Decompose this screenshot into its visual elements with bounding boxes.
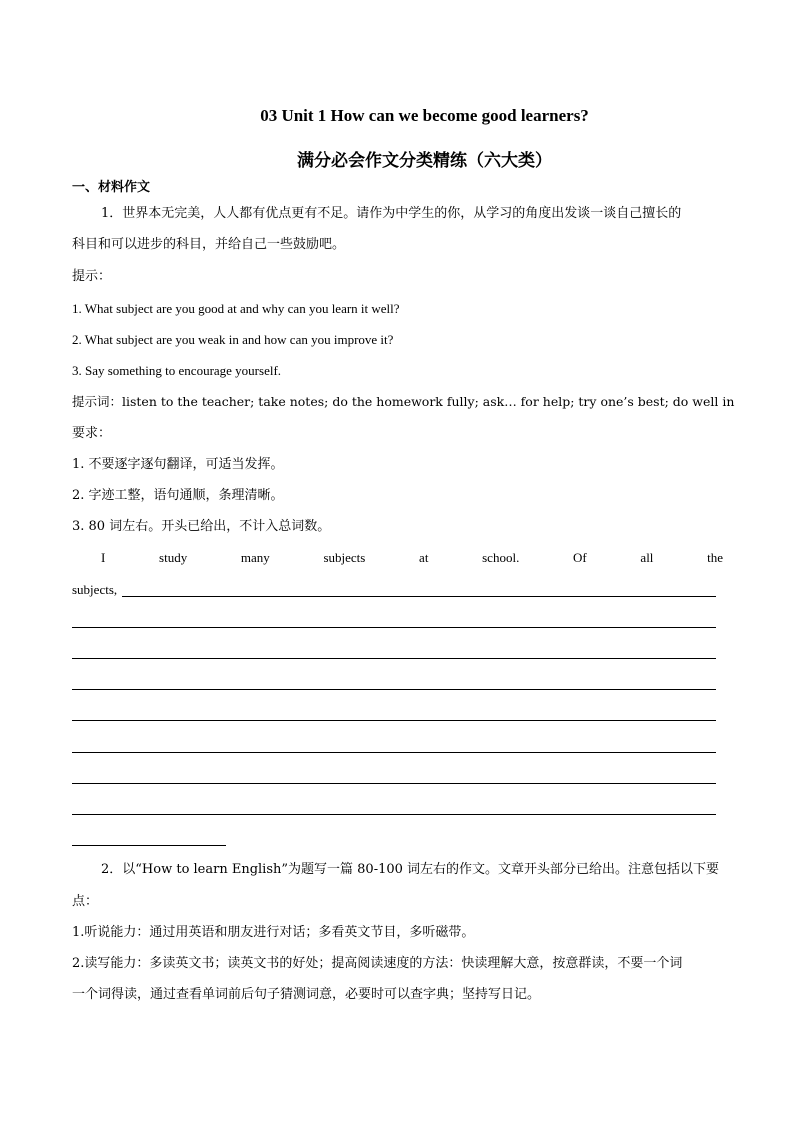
q1-requirements-label: 要求： [72, 426, 112, 441]
q1-keywords: 提示词：listen to the teacher; take notes; do the homework fully; ask… for help; try one’s best; do well in [72, 394, 735, 409]
q1-hint-1: 1. What subject are you good at and why can you learn it well? [72, 301, 400, 316]
opening-word: subjects [323, 550, 366, 565]
q2-prompt-line2: 点： [72, 894, 99, 909]
writing-line[interactable] [72, 752, 716, 753]
q1-hint-2: 2. What subject are you weak in and how can you improve it? [72, 332, 394, 347]
q2-point-2-cont: 一个词得读，通过查看单词前后句子猜测词意，必要时可以查字典；坚持写日记。 [72, 987, 541, 1002]
writing-line[interactable] [72, 783, 716, 784]
q1-opening-line2: subjects, [72, 582, 118, 597]
q1-opening-sentence [101, 550, 723, 566]
section-heading: 一、材料作文 [72, 180, 151, 195]
writing-line[interactable] [72, 720, 716, 721]
opening-word: school. [482, 550, 520, 565]
q1-prompt-line1: 1．世界本无完美，人人都有优点更有不足。请作为中学生的你，从学习的角度出发谈一谈自己擅长的 [101, 206, 682, 221]
q2-prompt-line1: 2．以“How to learn English”为题写一篇 80-100 词左右的作文。文章开头部分已给出。注意包括以下要 [101, 862, 720, 877]
opening-word: study [159, 550, 188, 565]
writing-line[interactable] [72, 658, 716, 659]
writing-line[interactable] [72, 689, 716, 690]
document-title-english: 03 Unit 1 How can we become good learners? [260, 106, 589, 125]
writing-line[interactable] [72, 814, 716, 815]
q2-point-2: 2.读写能力：多读英文书；读英文书的好处；提高阅读速度的方法：快读理解大意，按意群读，不要一个词 [72, 956, 683, 971]
q1-requirement-3: 3. 80 词左右。开头已给出，不计入总词数。 [72, 519, 331, 534]
q1-requirement-1: 1. 不要逐字逐句翻译，可适当发挥。 [72, 457, 284, 472]
q2-point-1: 1.听说能力：通过用英语和朋友进行对话；多看英文节目，多听磁带。 [72, 925, 475, 940]
writing-line[interactable] [122, 596, 716, 597]
q1-hints-label: 提示： [72, 269, 112, 284]
opening-word: at [419, 550, 429, 565]
writing-line[interactable] [72, 845, 226, 846]
writing-line[interactable] [72, 627, 716, 628]
opening-word: I [101, 550, 106, 565]
q1-prompt-line2: 科目和可以进步的科目，并给自己一些鼓励吧。 [72, 237, 346, 252]
opening-word: all [640, 550, 654, 565]
q1-hint-3: 3. Say something to encourage yourself. [72, 363, 282, 378]
q1-requirement-2: 2. 字迹工整，语句通顺，条理清晰。 [72, 488, 284, 503]
opening-word: Of [573, 550, 587, 565]
opening-word: many [240, 550, 270, 565]
opening-word: the [707, 550, 723, 565]
document-title-chinese: 满分必会作文分类精练（六大类） [297, 151, 552, 171]
